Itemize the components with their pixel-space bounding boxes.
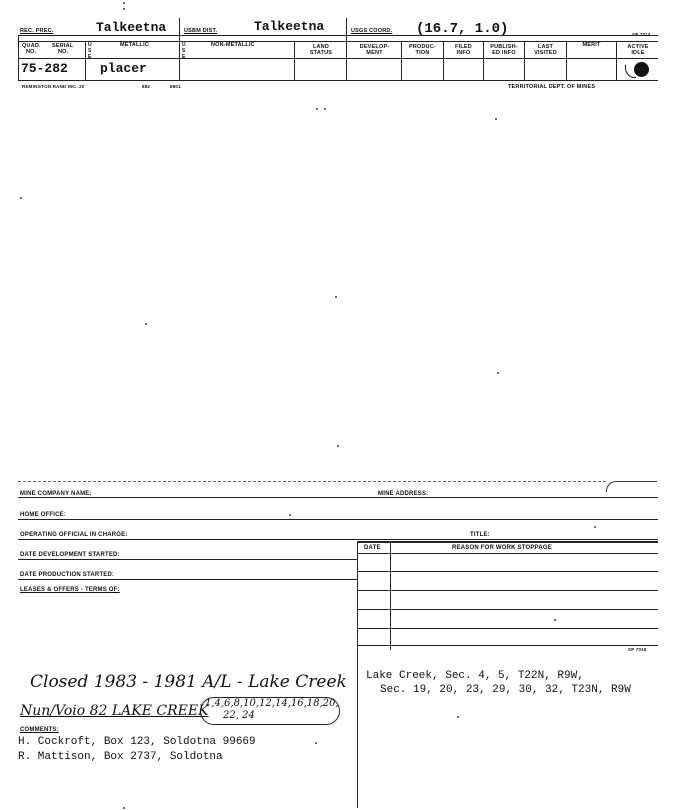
circled-numbers-line-1: 1,4,6,8,10,12,14,16,18,20,: [205, 698, 339, 709]
home-office-label: HOME OFFICE:: [20, 512, 67, 518]
table-row-line: [357, 590, 658, 591]
col-use-2: U S E: [182, 42, 186, 60]
vsep: [294, 41, 295, 80]
table-row-line: [357, 645, 658, 646]
speck: [594, 526, 596, 528]
header-line-1: [18, 35, 658, 36]
speck: [335, 296, 337, 298]
col-merit: MERIT: [582, 42, 601, 48]
speck: [145, 323, 147, 325]
leases-label: LEASES & OFFERS - TERMS OF:: [20, 587, 120, 593]
col-published-info: PUBLISH- ED INFO: [490, 44, 518, 56]
table-row-line: [357, 628, 658, 629]
printer-code-1: 882: [142, 84, 151, 89]
header-card: [18, 18, 658, 80]
col-use-1: U S E: [88, 42, 92, 60]
col-last-visited: LAST VISITED: [534, 44, 557, 56]
date-development-label: DATE DEVELOPMENT STARTED:: [20, 552, 120, 558]
usbm-dist-value: Talkeetna: [254, 19, 325, 34]
table-row-line: [357, 609, 658, 610]
speck: [315, 742, 317, 744]
handwritten-circled-numbers: [200, 697, 340, 725]
table-row-line: [357, 571, 658, 572]
comments-label: COMMENTS:: [20, 727, 59, 733]
speck: [123, 8, 125, 10]
speck: [324, 108, 326, 110]
handwritten-closed-note: Closed 1983 - 1981 A/L - Lake Creek: [30, 672, 347, 692]
location-line-2: Sec. 19, 20, 23, 29, 30, 32, T23N, R9W: [380, 684, 631, 696]
speck: [316, 108, 318, 110]
printer-imprint: REMINGTON RAND INC. 20: [22, 84, 85, 89]
printer-code-2: 8801: [170, 84, 181, 89]
header-line-3: [18, 58, 658, 59]
speck: [457, 716, 459, 718]
date-col-header: DATE: [364, 545, 381, 551]
form-number-2: SP 7015: [628, 647, 647, 652]
table-row-line: [357, 553, 658, 554]
dept-imprint: TERRITORIAL DEPT. OF MINES: [508, 84, 596, 90]
vsep: [85, 41, 86, 80]
vsep: [18, 35, 19, 80]
quad-serial-value: 75-282: [21, 61, 68, 76]
usgs-coord-label: USGS COORD.: [351, 28, 393, 34]
reason-col-header: REASON FOR WORK STOPPAGE: [452, 545, 552, 551]
col-land-status: LAND STATUS: [309, 44, 333, 56]
active-idle-marker: [634, 62, 649, 77]
operating-official-label: OPERATING OFFICIAL IN CHARGE:: [20, 532, 128, 538]
location-line-1: Lake Creek, Sec. 4, 5, T22N, R9W,: [366, 670, 584, 682]
table-border: [390, 541, 391, 650]
header-line-2: [18, 41, 658, 42]
col-active-idle: ACTIVE IDLE: [627, 44, 649, 56]
col-no-2: NO.: [58, 49, 69, 55]
idle-arc-icon: [625, 65, 636, 78]
metallic-value: placer: [100, 61, 147, 76]
form-line-thick: [357, 541, 658, 543]
speck: [123, 807, 125, 809]
speck: [554, 619, 556, 621]
col-quad: QUAD.: [22, 43, 41, 49]
speck: [123, 2, 125, 4]
comment-2: R. Mattison, Box 2737, Soldotna: [18, 751, 223, 763]
speck: [337, 445, 339, 447]
col-filed-info: FILED INFO: [455, 44, 472, 56]
title-label: TITLE:: [470, 532, 490, 538]
form-line: [18, 519, 658, 520]
comment-1: H. Cockroft, Box 123, Soldotna 99669: [18, 736, 256, 748]
tear-line: [18, 481, 606, 482]
mine-company-name-label: MINE COMPANY NAME:: [20, 491, 92, 497]
rec-prec-label: REC. PREC.: [20, 28, 54, 34]
form-line: [18, 559, 357, 560]
col-development: DEVELOP- MENT: [359, 44, 390, 56]
col-serial: SERIAL: [52, 43, 74, 49]
speck: [495, 118, 497, 120]
circled-numbers-line-2: 22, 24: [223, 710, 255, 721]
usbm-dist-label: USBM DIST.: [184, 28, 218, 34]
speck: [497, 372, 499, 374]
col-production: PRODUC- TION: [408, 44, 437, 56]
mine-address-label: MINE ADDRESS:: [378, 491, 429, 497]
form-number: SP 7014: [632, 32, 651, 37]
form-line: [18, 539, 658, 540]
rec-prec-value: Talkeetna: [96, 20, 167, 35]
col-no-1: NO.: [26, 49, 37, 55]
col-metallic: METALLIC: [120, 42, 149, 48]
tear-curve: [606, 481, 657, 492]
form-line: [18, 579, 357, 580]
date-production-label: DATE PRODUCTION STARTED:: [20, 572, 115, 578]
usgs-coord-value: (16.7, 1.0): [416, 21, 509, 37]
speck: [289, 514, 291, 516]
lower-divider: [357, 650, 358, 808]
speck: [20, 197, 22, 199]
vsep: [346, 18, 347, 80]
table-border: [357, 541, 358, 650]
header-line-4: [18, 80, 658, 81]
vsep: [179, 18, 180, 80]
handwritten-lake-creek-note: Nun/Voio 82 LAKE CREEK: [20, 703, 209, 719]
form-line: [18, 497, 658, 498]
vsep: [616, 41, 617, 80]
col-non-metallic: NON-METALLIC: [211, 42, 255, 48]
